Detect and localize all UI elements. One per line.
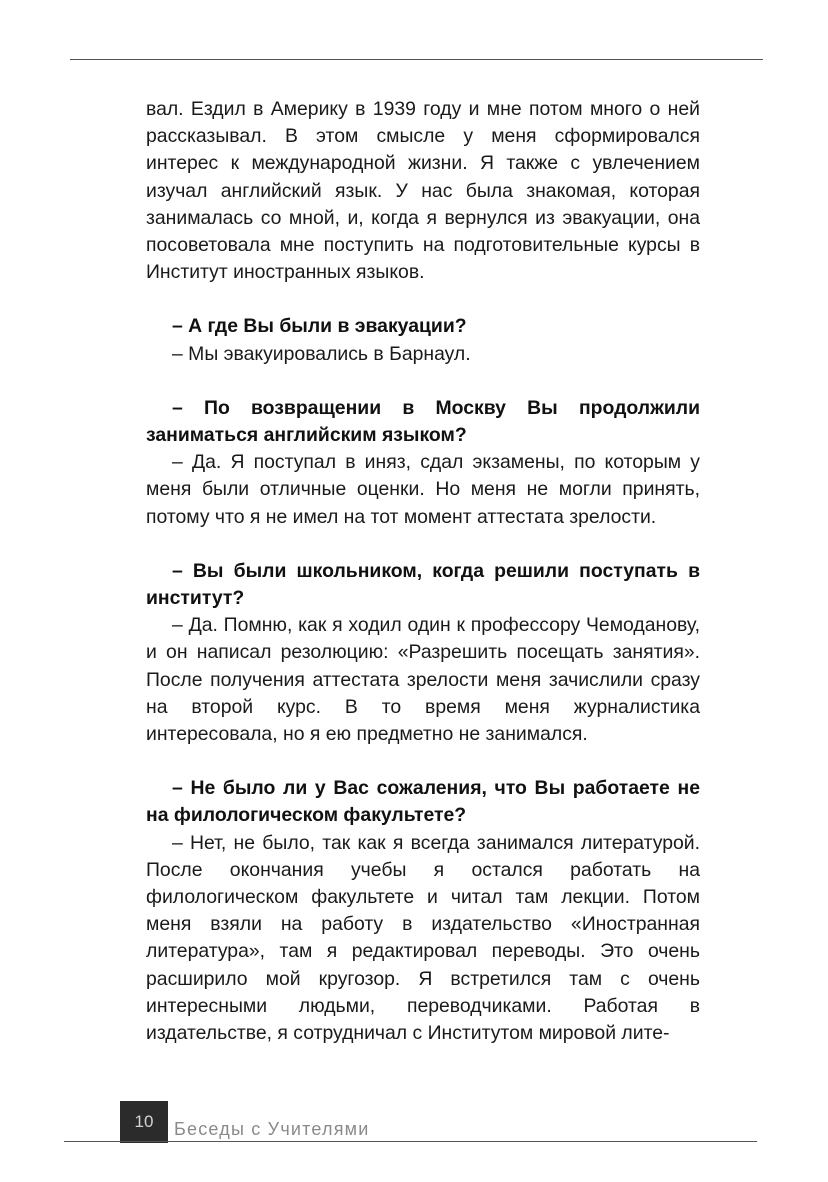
footer-rule [64, 1141, 757, 1142]
page-body [146, 96, 700, 1047]
answer-3: – Да. Помню, как я ходил один к профессору Чемоданову, и он написал резолюцию: «Разрешить посещать занятия». После получения аттестата зрелости меня зачислили сразу на второй курс. В то время меня журналистика интересовала, но я ею предметно не занимался. [146, 614, 700, 746]
question-4: – Не было ли у Вас сожаления, что Вы работаете не на филологическом факультете? [146, 777, 700, 827]
answer-1: – Мы эвакуировались в Барнаул. [172, 342, 471, 365]
question-1: – А где Вы были в эвакуации? [172, 315, 467, 338]
answer-2: – Да. Я поступал в иняз, сдал экзамены, по которым у меня были отличные оценки. Но меня не могли принять, потому что я не имел на тот момент аттестата зрелости. [146, 451, 700, 528]
page-number: 10 [120, 1101, 168, 1143]
book-title: Беседы с Учителями [174, 1119, 370, 1139]
intro-paragraph: вал. Ездил в Америку в 1939 году и мне потом много о ней рассказывал. В этом смысле у меня сформировался интерес к международной жизни. Я также с увлечением изучал английский язык. У нас была знакомая, которая занималась со мной, и, когда я вернулся из эвакуации, она посоветовала мне поступить на подготовительные курсы в Институт иностранных языков. [146, 98, 700, 284]
answer-4: – Нет, не было, так как я всегда занимался литературой. После окончания учебы я остался работать на филологическом факультете и читал там лекции. Потом меня взяли на работу в издательство «Иностранная литература», там я редактировал переводы. Это очень расширило мой кругозор. Я встретился там с очень интересными людьми, переводчиками. Работая в издательстве, я сотрудничал с Институтом мировой лите- [146, 831, 700, 1045]
header-rule [70, 59, 763, 60]
page-footer [120, 1101, 770, 1143]
question-3: – Вы были школьником, когда решили поступать в институт? [146, 559, 700, 610]
question-2: – По возвращении в Москву Вы продолжили заниматься английским языком? [146, 396, 700, 447]
